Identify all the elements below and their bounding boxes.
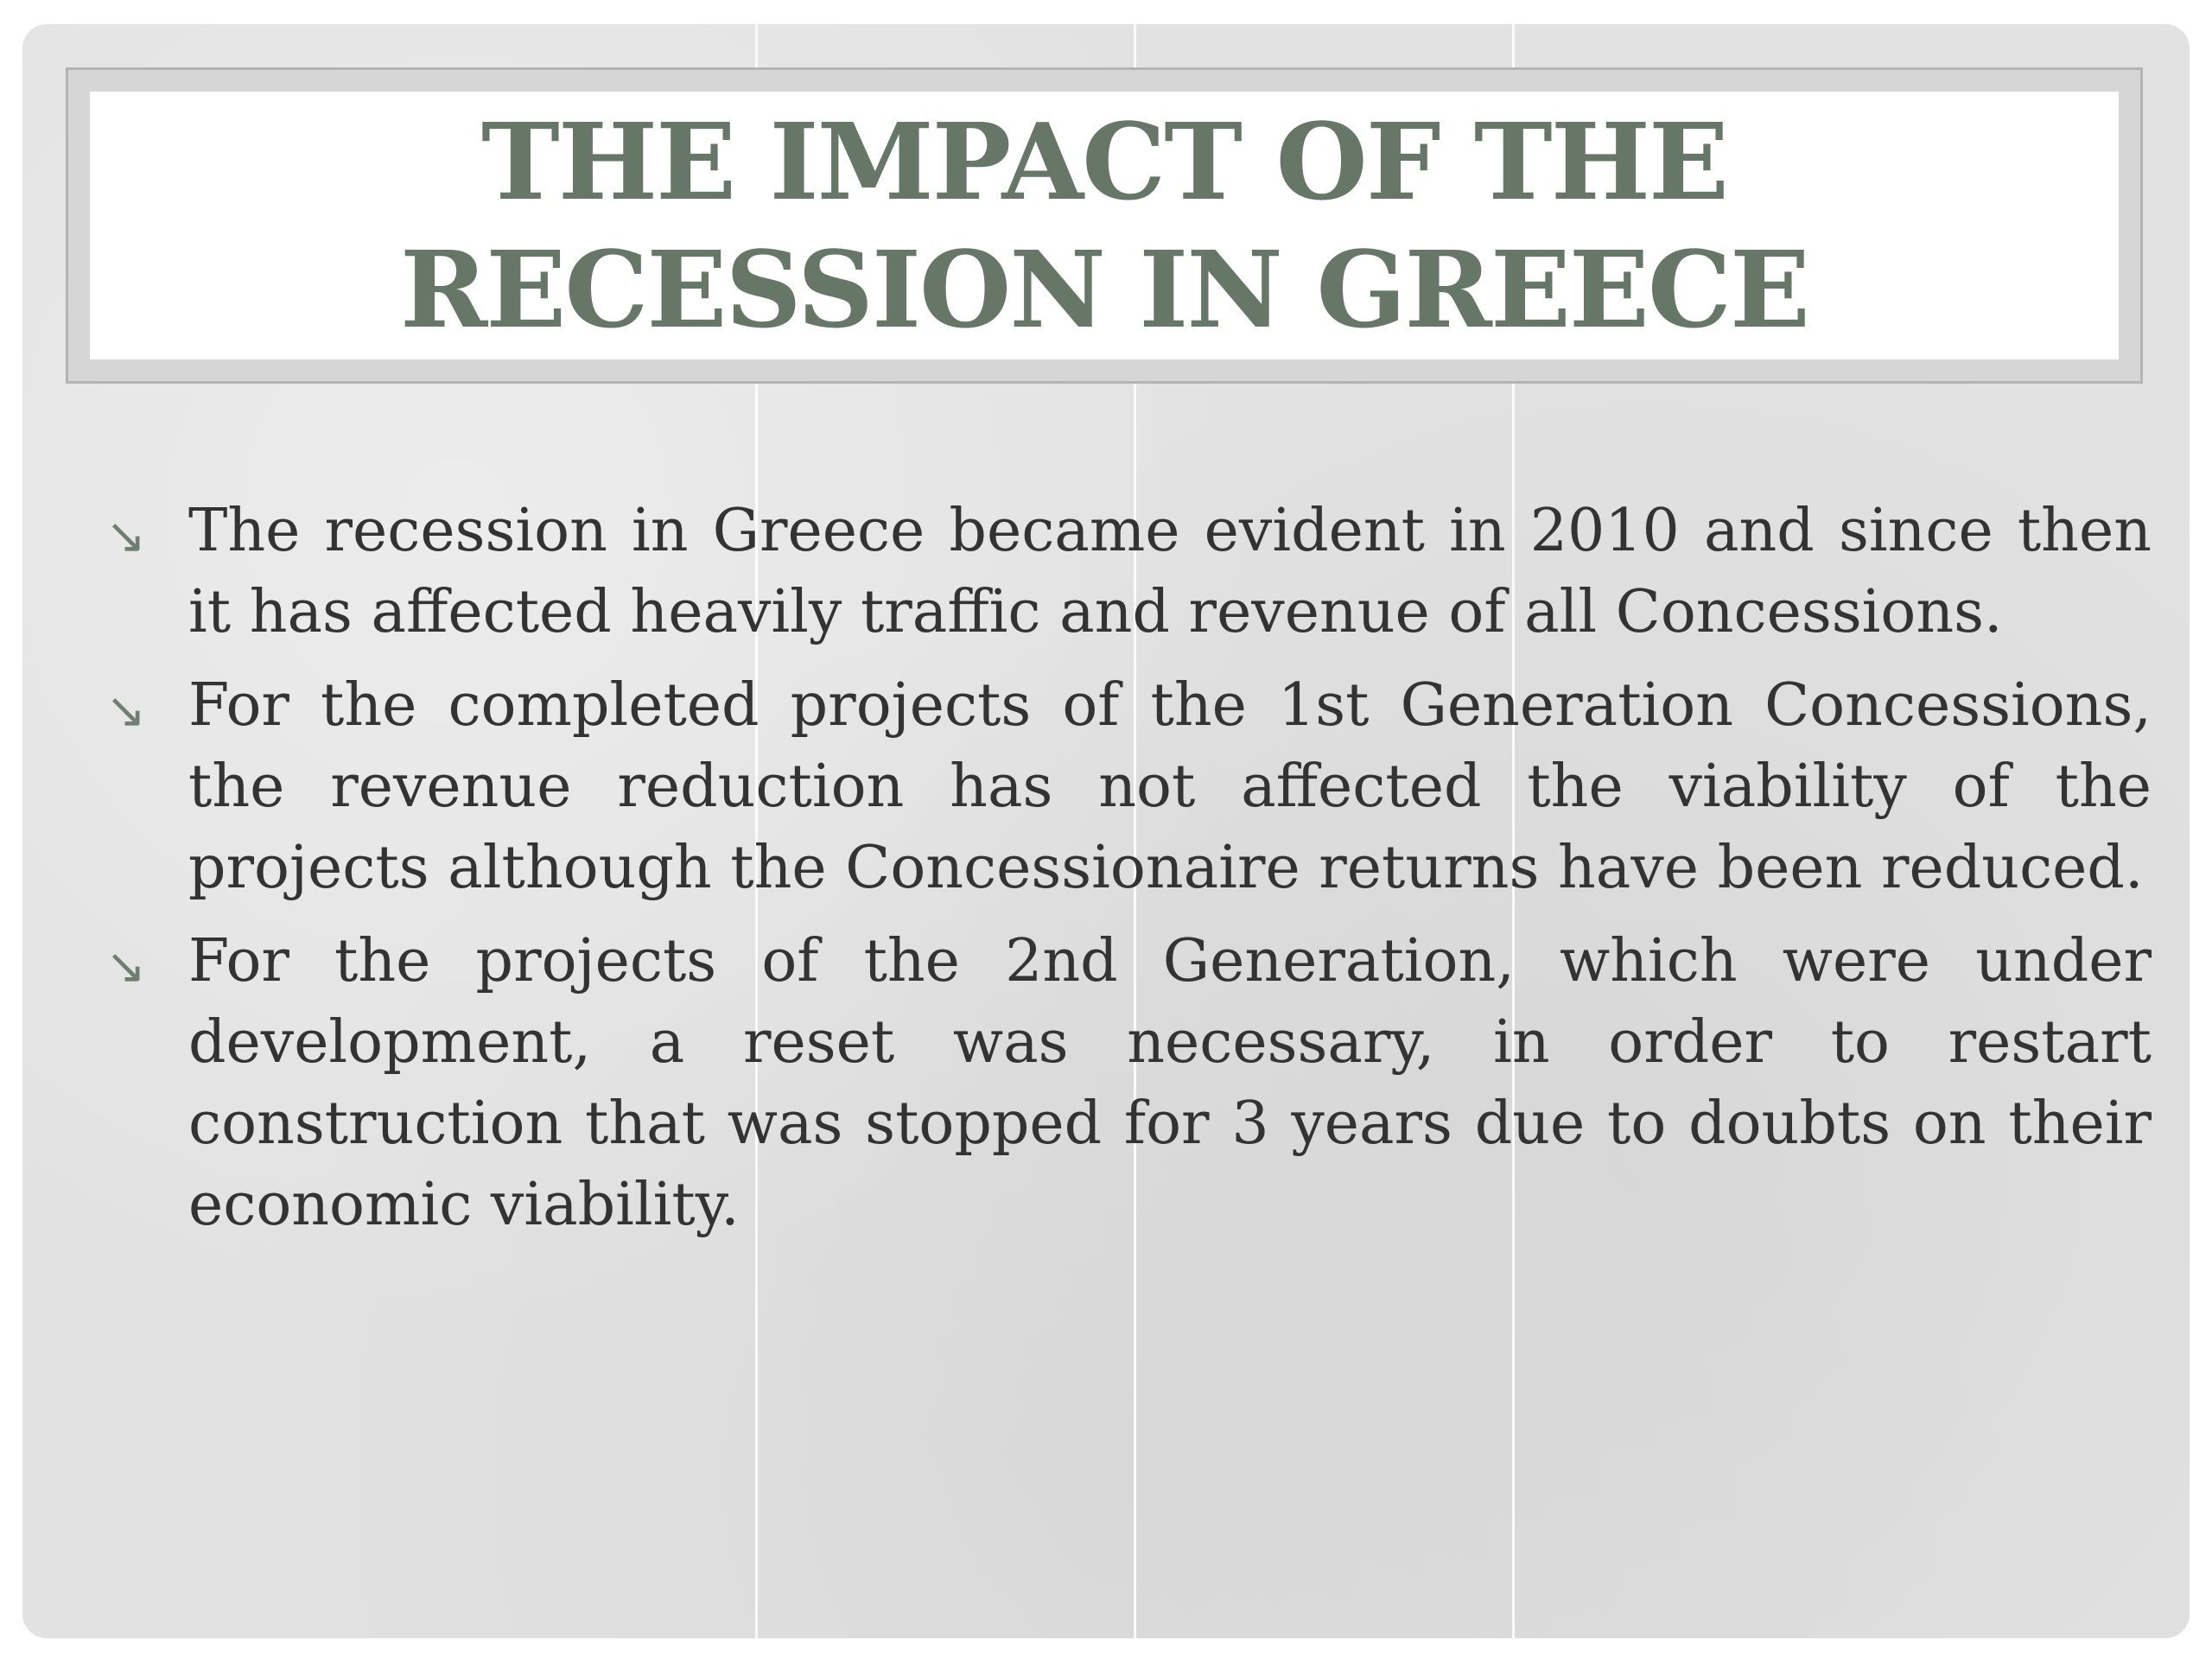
slide — [22, 24, 2190, 1638]
list-item — [86, 665, 2152, 909]
bullet-list — [86, 491, 2152, 1258]
title-box — [90, 92, 2119, 359]
list-item — [86, 491, 2152, 653]
arrow-down-right-icon: ↘ — [105, 508, 146, 564]
bullet-text: For the projects of the 2nd Generation, which were under development, a reset was necessary, in order to restart construction that was stopped for 3 years due to doubts on their economic viability. — [188, 927, 2152, 1239]
arrow-down-right-icon: ↘ — [105, 938, 146, 995]
title-frame — [66, 67, 2143, 384]
bullet-text: For the completed projects of the 1st Generation Concessions, the revenue reduction has not affected the viability of the projects although the Concessionaire returns have been reduced. — [188, 671, 2152, 902]
slide-title: THE IMPACT OF THE RECESSION IN GREECE — [399, 99, 1809, 352]
list-item — [86, 921, 2152, 1246]
bullet-text: The recession in Greece became evident in 2010 and since then it has affected heavily traffic and revenue of all Concessions. — [188, 497, 2152, 646]
arrow-down-right-icon: ↘ — [105, 683, 146, 739]
